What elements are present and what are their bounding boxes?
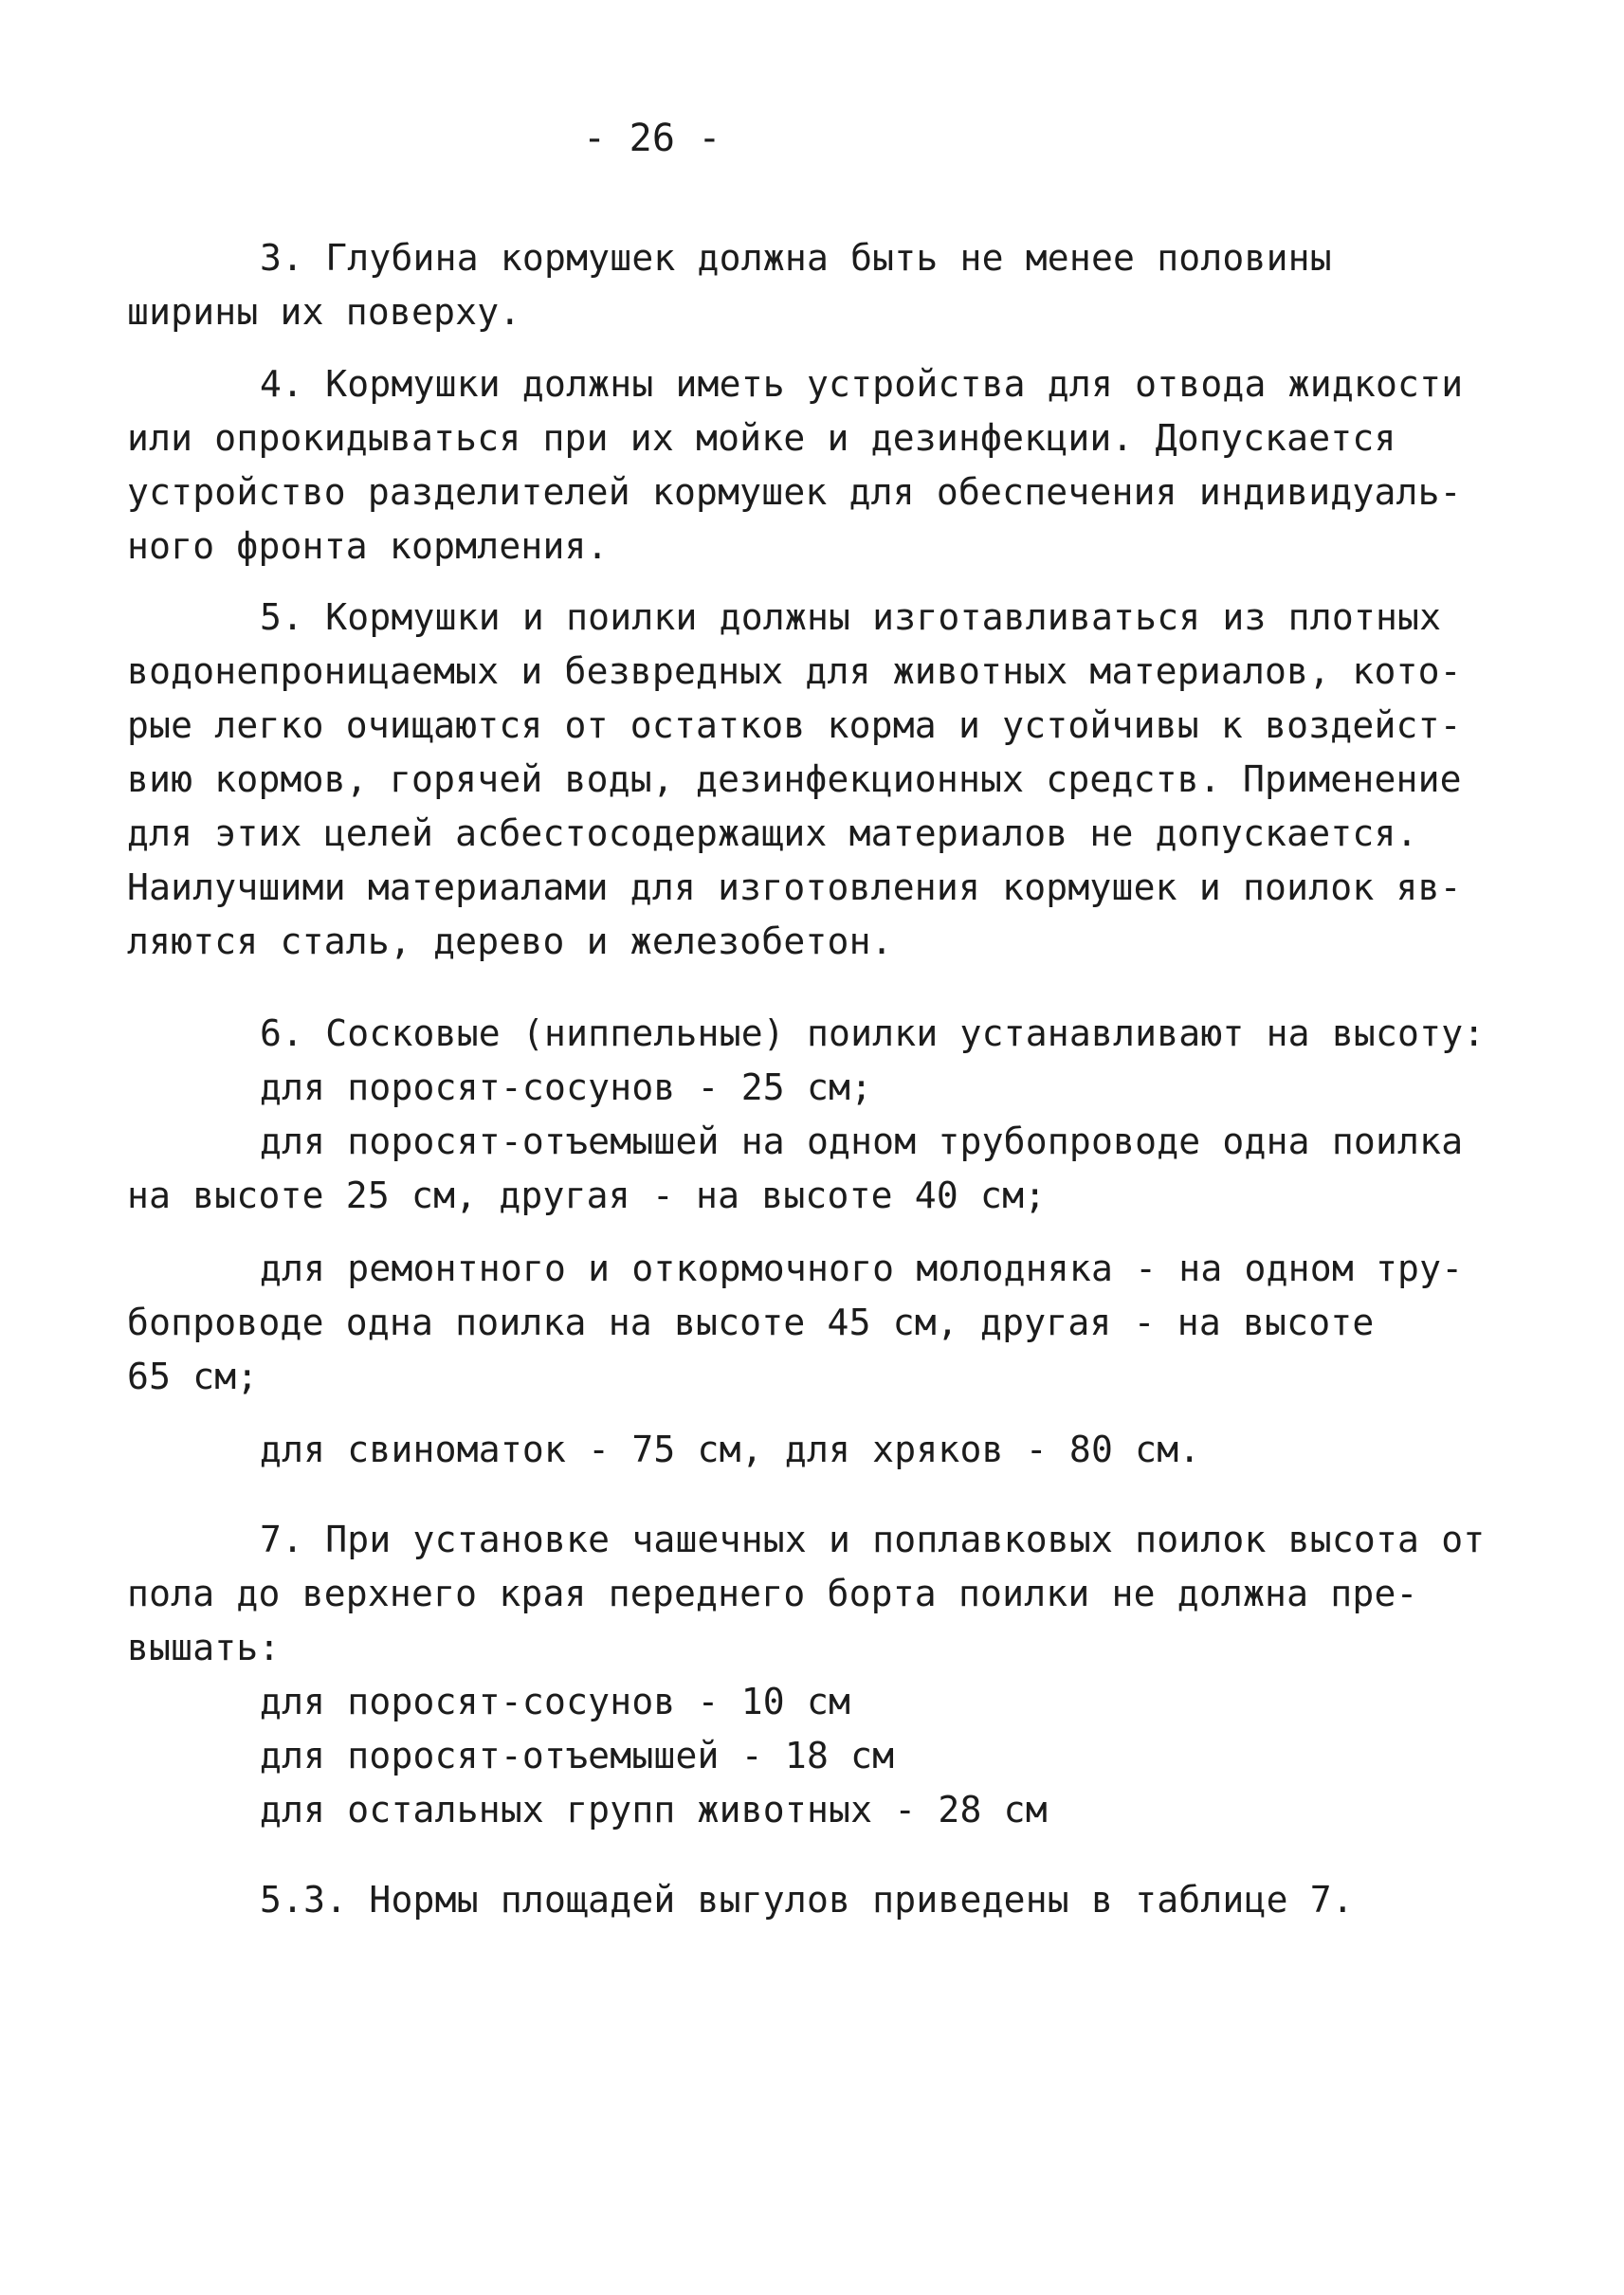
text-line: для поросят-отъемышей - 18 см — [260, 1735, 895, 1776]
text-line: вышать: — [127, 1627, 281, 1668]
text-line: для поросят-сосунов - 10 см — [260, 1681, 851, 1722]
text-line: пола до верхнего края переднего борта поилки не должна пре- — [127, 1573, 1418, 1614]
text-line: для поросят-сосунов - 25 см; — [260, 1066, 873, 1108]
text-line: ширины их поверху. — [127, 291, 521, 333]
text-line: для остальных групп животных - 28 см — [260, 1789, 1048, 1831]
text-line: вию кормов, горячей воды, дезинфекционных средств. Применение — [127, 758, 1462, 800]
text-line: устройство разделителей кормушек для обеспечения индивидуаль- — [127, 471, 1462, 513]
text-line: ляются сталь, дерево и железобетон. — [127, 920, 893, 962]
text-line: 3. Глубина кормушек должна быть не менее половины — [260, 237, 1332, 279]
text-line: для этих целей асбестосодержащих материалов не допускается. — [127, 812, 1418, 854]
text-line: 4. Кормушки должны иметь устройства для отвода жидкости — [260, 363, 1464, 405]
text-line: Наилучшими материалами для изготовления кормушек и поилок яв- — [127, 866, 1462, 908]
text-line: водонепроницаемых и безвредных для животных материалов, кото- — [127, 650, 1462, 692]
text-line: 7. При установке чашечных и поплавковых поилок высота от — [260, 1519, 1486, 1560]
page-number: - 26 - — [583, 117, 721, 160]
text-line: 65 см; — [127, 1356, 259, 1397]
text-line: для свиноматок - 75 см, для хряков - 80 см. — [260, 1429, 1201, 1470]
text-line: бопроводе одна поилка на высоте 45 см, другая - на высоте — [127, 1302, 1375, 1343]
text-line: для ремонтного и откормочного молодняка - на одном тру- — [260, 1248, 1464, 1289]
text-line: рые легко очищаются от остатков корма и устойчивы к воздейст- — [127, 704, 1462, 746]
text-line: или опрокидываться при их мойке и дезинфекции. Допускается — [127, 417, 1396, 459]
text-line: 6. Сосковые (ниппельные) поилки устанавливают на высоту: — [260, 1012, 1486, 1054]
text-line: 5.3. Нормы площадей выгулов приведены в таблице 7. — [260, 1879, 1354, 1921]
text-line: 5. Кормушки и поилки должны изготавливаться из плотных — [260, 596, 1442, 638]
text-line: на высоте 25 см, другая - на высоте 40 см; — [127, 1175, 1047, 1216]
text-line: для поросят-отъемышей на одном трубопроводе одна поилка — [260, 1120, 1464, 1162]
text-line: ного фронта кормления. — [127, 525, 609, 567]
